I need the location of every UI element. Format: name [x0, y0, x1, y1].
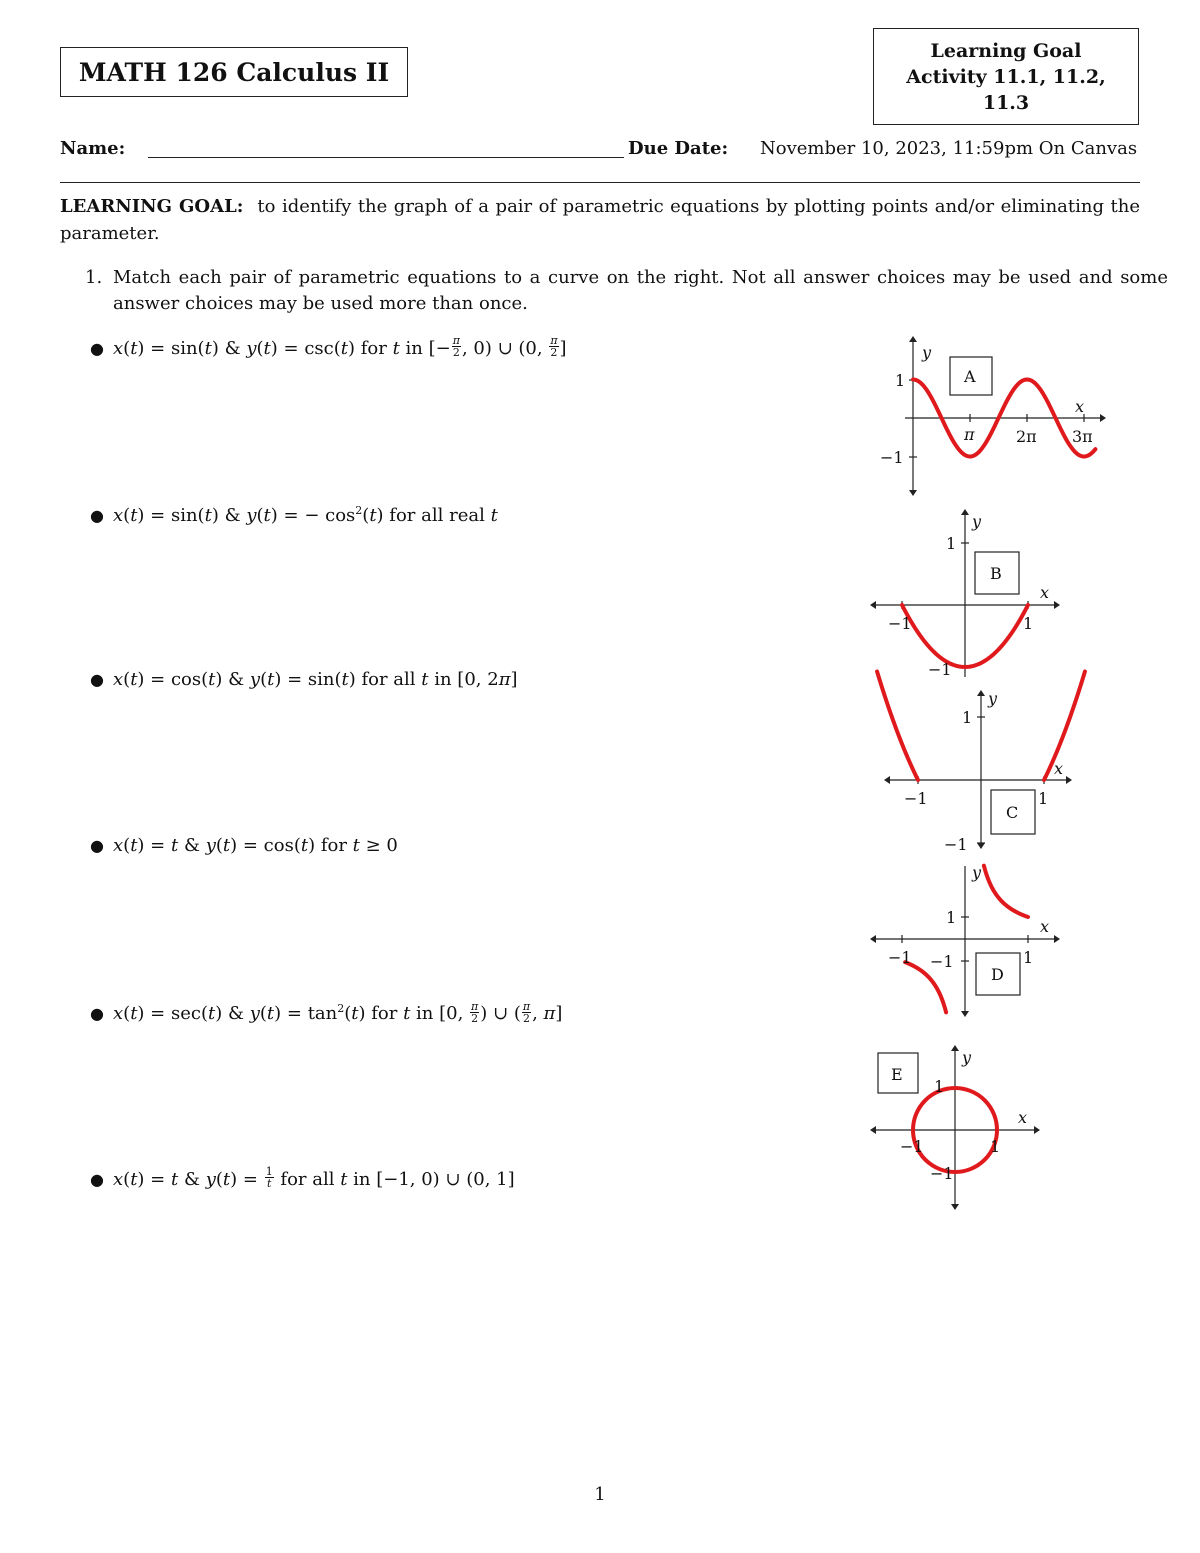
name-label: Name:	[60, 138, 126, 159]
x-axis-label: x	[1018, 1108, 1028, 1127]
graph-label-e: E	[891, 1065, 903, 1084]
equation-text: x(t) = sec(t) & $y(t) = \tan^2(t)$ for t in [0, $\frac{\pi}{2}$ ) ∪ ( $\frac{\pi}{2}$ , π]	[113, 999, 563, 1025]
bullet-icon: ●	[90, 338, 104, 358]
graph-c	[860, 688, 1090, 858]
tick-label: −1	[880, 448, 904, 467]
tick-label: −1	[930, 1164, 954, 1183]
y-axis-label: y	[972, 512, 982, 531]
learning-goal-text: to identify the graph of a pair of parametric equations by plotting points and/or eliminating the parameter.	[60, 196, 1140, 244]
bullet-icon: ●	[90, 1169, 104, 1189]
tick-label: 2π	[1016, 427, 1037, 446]
tick-label: −1	[904, 789, 928, 808]
y-axis-label: y	[972, 863, 982, 882]
equation-item-4	[90, 835, 398, 856]
page-number: 1	[594, 1484, 606, 1505]
tick-label: 1	[990, 1137, 1001, 1156]
equation-item-3	[90, 669, 518, 690]
curve-d-right	[984, 866, 1028, 917]
graph-b	[860, 505, 1080, 685]
equation-text: x(t) = t & y(t) = $\frac{1}{t}$ for all t in [−1, 0) ∪ (0, 1]	[113, 1165, 515, 1190]
equation-text: x(t) = sin(t) & y(t) = − $\cos^2(t)$ for all real t	[113, 504, 498, 526]
goal-box-line1: Learning Goal	[930, 39, 1082, 62]
tick-label: −1	[900, 1137, 924, 1156]
x-axis-label: x	[1040, 583, 1050, 602]
bullet-icon: ●	[90, 506, 104, 525]
goal-box-line2: Activity 11.1, 11.2,	[906, 65, 1106, 88]
tick-label: 1	[934, 1077, 945, 1096]
graph-d	[860, 858, 1080, 1023]
equation-item-1	[90, 334, 567, 360]
learning-goal-label: LEARNING GOAL:	[60, 196, 244, 217]
tick-label: 1	[1023, 948, 1034, 967]
due-date-label: Due Date:	[628, 138, 729, 159]
graph-label-c: C	[1006, 803, 1019, 822]
tick-label: 1	[962, 708, 973, 727]
graph-label-d: D	[991, 965, 1004, 984]
curve-c-right	[1044, 671, 1085, 780]
tick-label: 1	[1023, 614, 1034, 633]
bullet-icon: ●	[90, 1004, 104, 1023]
learning-goal-paragraph	[60, 193, 1140, 247]
graph-e	[860, 1043, 1060, 1218]
tick-label: −1	[930, 952, 954, 971]
goal-box-line3: 11.3	[982, 91, 1030, 114]
y-axis-label: y	[962, 1048, 972, 1067]
question-1	[85, 265, 1168, 317]
x-axis-label: x	[1075, 397, 1085, 416]
graph-label-b: B	[990, 564, 1002, 583]
course-title: MATH 126 Calculus II	[60, 47, 408, 97]
tick-label: −1	[888, 614, 912, 633]
equation-text: x(t) = sin(t) & y(t) = csc(t) for t in [− $\frac{\pi}{2}$ , 0) ∪ (0, $\frac{\pi}{2}$ ]	[113, 334, 567, 359]
bullet-icon: ●	[90, 670, 104, 689]
bullet-icon: ●	[90, 836, 104, 855]
tick-label: −1	[888, 948, 912, 967]
tick-label: 3π	[1072, 427, 1093, 446]
divider	[60, 182, 1140, 183]
learning-goal-box	[873, 28, 1139, 125]
tick-label: π	[964, 425, 975, 444]
tick-label: 1	[895, 371, 906, 390]
equation-item-6	[90, 1165, 515, 1191]
question-number: 1.	[85, 267, 103, 288]
tick-label: −1	[928, 660, 952, 679]
tick-label: 1	[946, 908, 957, 927]
tick-label: 1	[946, 534, 957, 553]
tick-label: −1	[944, 835, 968, 854]
y-axis-label: y	[988, 689, 998, 708]
x-axis-label: x	[1054, 759, 1064, 778]
curve-c-left	[877, 671, 918, 780]
equation-item-2	[90, 504, 498, 526]
x-axis-label: x	[1040, 917, 1050, 936]
equation-text: x(t) = t & y(t) = cos(t) for t ≥ 0	[113, 835, 398, 856]
question-text: Match each pair of parametric equations to a curve on the right. Not all answer choices may be used and some answer choices may be used more than once.	[113, 267, 1168, 314]
equation-item-5	[90, 999, 563, 1026]
name-blank-line[interactable]	[148, 157, 624, 158]
y-axis-label: y	[922, 343, 932, 362]
tick-label: 1	[1038, 789, 1049, 808]
graph-a	[860, 330, 1120, 505]
graph-label-a: A	[964, 367, 976, 386]
equation-text: x(t) = cos(t) & y(t) = sin(t) for all t in [0, 2π]	[113, 669, 518, 690]
due-date-value: November 10, 2023, 11:59pm On Canvas	[760, 138, 1138, 159]
